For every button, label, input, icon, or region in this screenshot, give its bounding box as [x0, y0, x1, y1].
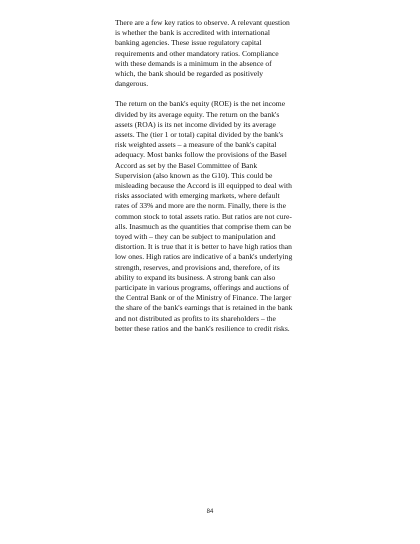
body-text	[115, 18, 335, 334]
paragraph-key-ratios: There are a few key ratios to observe. A relevant question is whether the bank is accredited with international banking agencies. These issue regulatory capital requirements and other mandatory ratios. Compliance with these demands is a minimum in the absence of which, the bank should be regarded as positively dangerous.	[115, 18, 290, 89]
paragraph-return-on-equity: The return on the bank's equity (ROE) is the net income divided by its average equity. The return on the bank's assets (ROA) is its net income divided by its average assets. The (tier 1 or total) capital divided by the bank's risk weighted assets – a measure of the bank's capital adequacy. Most banks follow the provisions of the Basel Accord as set by the Basel Committee of Bank Supervision (also known as the G10). This could be misleading because the Accord is ill equipped to deal with risks associated with emerging markets, where default rates of 33% and more are the norm. Finally, there is the common stock to total assets ratio. But ratios are not cure- alls. Inasmuch as the quantities that comprise them can be toyed with – they can be subject to manipulation and distortion. It is true that it is better to have high ratios than low ones. High ratios are indicative of a bank's underlying strength, reserves, and provisions and, therefore, of its ability to expand its business. A strong bank can also participate in various programs, offerings and auctions of the Central Bank or of the Ministry of Finance. The larger the share of the bank's earnings that is retained in the bank and not distributed as profits to its shareholders – the better these ratios and the bank's resilience to credit risks.	[115, 99, 293, 333]
page-number: 84	[206, 509, 214, 515]
